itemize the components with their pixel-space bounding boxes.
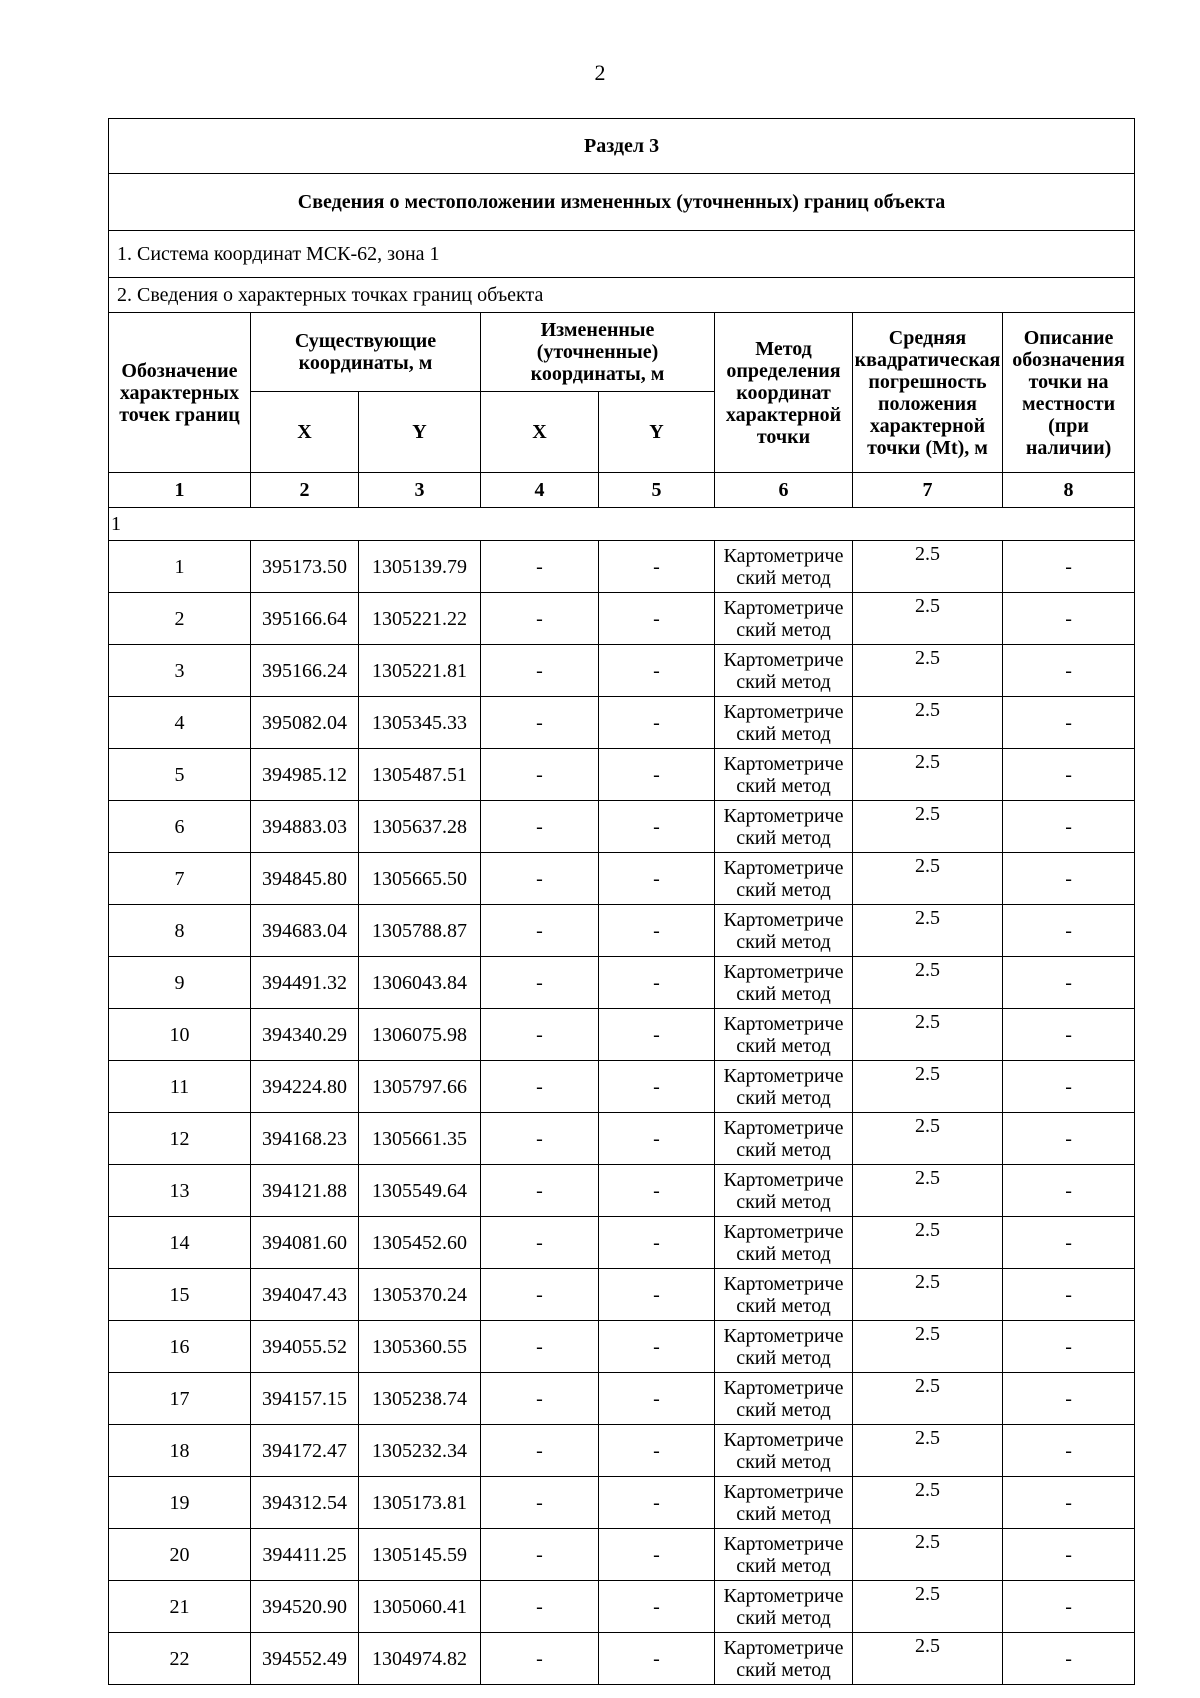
point-number: 16 [109, 1321, 251, 1373]
mean-error: 2.5 [853, 593, 1003, 645]
method-line-1: Картометриче [723, 648, 844, 671]
coord-x-changed: - [481, 541, 599, 593]
mean-error: 2.5 [853, 541, 1003, 593]
point-number: 2 [109, 593, 251, 645]
method-line-1: Картометриче [723, 1376, 844, 1399]
coord-x: 394121.88 [251, 1165, 359, 1217]
table-row [109, 1633, 1135, 1685]
point-number: 18 [109, 1425, 251, 1477]
coord-x: 395173.50 [251, 541, 359, 593]
point-description: - [1003, 541, 1135, 593]
coord-x-changed: - [481, 1581, 599, 1633]
coord-y-changed: - [599, 593, 715, 645]
coord-y-changed: - [599, 1477, 715, 1529]
method-line-2: ский метод [736, 722, 831, 745]
point-description: - [1003, 853, 1135, 905]
method-line-2: ский метод [736, 1190, 831, 1213]
coord-x: 395166.64 [251, 593, 359, 645]
method [715, 1165, 853, 1217]
table-row [109, 645, 1135, 697]
coord-x-changed: - [481, 1165, 599, 1217]
coord-y: 1305060.41 [359, 1581, 481, 1633]
method-line-2: ский метод [736, 1502, 831, 1525]
coord-x: 394883.03 [251, 801, 359, 853]
point-description: - [1003, 749, 1135, 801]
boundary-points-table [108, 118, 1135, 1685]
coord-x-changed: - [481, 1633, 599, 1685]
table-row [109, 1009, 1135, 1061]
point-number: 10 [109, 1009, 251, 1061]
coord-y: 1305665.50 [359, 853, 481, 905]
table-row [109, 697, 1135, 749]
method-line-1: Картометриче [723, 960, 844, 983]
coord-y-changed: - [599, 1269, 715, 1321]
point-number: 21 [109, 1581, 251, 1633]
method-line-2: ский метод [736, 618, 831, 641]
header-error: Средняя квадратическая погрешность положения характерной точки (Mt), м [853, 313, 1003, 473]
table-row [109, 1529, 1135, 1581]
point-description: - [1003, 801, 1135, 853]
column-numbers-row [109, 473, 1135, 508]
table-row [109, 1165, 1135, 1217]
method [715, 593, 853, 645]
method [715, 1217, 853, 1269]
point-description: - [1003, 593, 1135, 645]
coord-x: 394985.12 [251, 749, 359, 801]
table-row [109, 1113, 1135, 1165]
coord-y: 1305487.51 [359, 749, 481, 801]
method-line-1: Картометриче [723, 1324, 844, 1347]
table-row [109, 1269, 1135, 1321]
point-description: - [1003, 1373, 1135, 1425]
method-line-1: Картометриче [723, 1064, 844, 1087]
point-number: 1 [109, 541, 251, 593]
coord-y: 1305661.35 [359, 1113, 481, 1165]
header-description: Описание обозначения точки на местности (при наличии) [1003, 313, 1135, 473]
method [715, 645, 853, 697]
coord-x: 394411.25 [251, 1529, 359, 1581]
coord-y-changed: - [599, 1321, 715, 1373]
method-line-1: Картометриче [723, 544, 844, 567]
method [715, 541, 853, 593]
point-description: - [1003, 1165, 1135, 1217]
point-description: - [1003, 905, 1135, 957]
column-number: 3 [359, 473, 481, 508]
coord-y: 1305173.81 [359, 1477, 481, 1529]
header-y-changed: Y [599, 392, 715, 473]
point-number: 22 [109, 1633, 251, 1685]
page-number: 2 [594, 60, 606, 85]
method-line-1: Картометриче [723, 1584, 844, 1607]
point-number: 6 [109, 801, 251, 853]
method-line-1: Картометриче [723, 1168, 844, 1191]
column-number: 8 [1003, 473, 1135, 508]
coord-x-changed: - [481, 749, 599, 801]
method [715, 1269, 853, 1321]
point-number: 11 [109, 1061, 251, 1113]
coord-x-changed: - [481, 1321, 599, 1373]
point-description: - [1003, 957, 1135, 1009]
mean-error: 2.5 [853, 1529, 1003, 1581]
table-row [109, 593, 1135, 645]
coord-y-changed: - [599, 749, 715, 801]
method-line-1: Картометриче [723, 1532, 844, 1555]
point-number: 5 [109, 749, 251, 801]
point-number: 13 [109, 1165, 251, 1217]
coord-x: 394157.15 [251, 1373, 359, 1425]
mean-error: 2.5 [853, 1009, 1003, 1061]
method [715, 1477, 853, 1529]
method [715, 1581, 853, 1633]
method-line-2: ский метод [736, 1450, 831, 1473]
table-row [109, 749, 1135, 801]
coord-x: 394340.29 [251, 1009, 359, 1061]
method-line-1: Картометриче [723, 1272, 844, 1295]
column-number: 5 [599, 473, 715, 508]
method-line-1: Картометриче [723, 752, 844, 775]
mean-error: 2.5 [853, 1633, 1003, 1685]
method-line-2: ский метод [736, 878, 831, 901]
method [715, 853, 853, 905]
coord-x: 394047.43 [251, 1269, 359, 1321]
header-y: Y [359, 392, 481, 473]
method-line-2: ский метод [736, 930, 831, 953]
coord-y-changed: - [599, 1009, 715, 1061]
point-number: 4 [109, 697, 251, 749]
coord-y: 1306075.98 [359, 1009, 481, 1061]
table-row [109, 1321, 1135, 1373]
table-row [109, 1061, 1135, 1113]
point-description: - [1003, 1113, 1135, 1165]
coord-x: 394552.49 [251, 1633, 359, 1685]
coord-y-changed: - [599, 541, 715, 593]
mean-error: 2.5 [853, 1477, 1003, 1529]
coord-x-changed: - [481, 645, 599, 697]
mean-error: 2.5 [853, 1113, 1003, 1165]
point-number: 3 [109, 645, 251, 697]
point-description: - [1003, 1217, 1135, 1269]
coord-y: 1305452.60 [359, 1217, 481, 1269]
table-row [109, 1477, 1135, 1529]
table-row [109, 957, 1135, 1009]
method [715, 1009, 853, 1061]
method-line-2: ский метод [736, 1554, 831, 1577]
header-x-changed: X [481, 392, 599, 473]
coord-x-changed: - [481, 697, 599, 749]
point-description: - [1003, 1477, 1135, 1529]
mean-error: 2.5 [853, 1061, 1003, 1113]
coord-y: 1305145.59 [359, 1529, 481, 1581]
mean-error: 2.5 [853, 697, 1003, 749]
table-row [109, 853, 1135, 905]
point-number: 20 [109, 1529, 251, 1581]
coord-y: 1305345.33 [359, 697, 481, 749]
point-description: - [1003, 645, 1135, 697]
method-line-2: ский метод [736, 774, 831, 797]
coord-x-changed: - [481, 801, 599, 853]
method-line-1: Картометриче [723, 596, 844, 619]
coord-y-changed: - [599, 1425, 715, 1477]
method-line-2: ский метод [736, 670, 831, 693]
coord-x: 394520.90 [251, 1581, 359, 1633]
coord-x-changed: - [481, 1425, 599, 1477]
method [715, 1373, 853, 1425]
coord-x: 394081.60 [251, 1217, 359, 1269]
point-number: 9 [109, 957, 251, 1009]
coord-y-changed: - [599, 1217, 715, 1269]
column-number: 6 [715, 473, 853, 508]
method [715, 697, 853, 749]
coord-x-changed: - [481, 1217, 599, 1269]
coord-y-changed: - [599, 801, 715, 853]
mean-error: 2.5 [853, 801, 1003, 853]
coord-y: 1305549.64 [359, 1165, 481, 1217]
method-line-1: Картометриче [723, 1220, 844, 1243]
coord-y: 1305370.24 [359, 1269, 481, 1321]
coord-y: 1305797.66 [359, 1061, 481, 1113]
point-number: 8 [109, 905, 251, 957]
method-line-2: ский метод [736, 1242, 831, 1265]
coord-x-changed: - [481, 1009, 599, 1061]
coord-x: 394168.23 [251, 1113, 359, 1165]
coord-x-changed: - [481, 1477, 599, 1529]
method-line-1: Картометриче [723, 856, 844, 879]
method-line-1: Картометриче [723, 700, 844, 723]
coord-y: 1305221.22 [359, 593, 481, 645]
method-line-1: Картометриче [723, 1480, 844, 1503]
method-line-1: Картометриче [723, 908, 844, 931]
mean-error: 2.5 [853, 957, 1003, 1009]
method-line-1: Картометриче [723, 1636, 844, 1659]
coord-y-changed: - [599, 1061, 715, 1113]
table-row [109, 1217, 1135, 1269]
point-description: - [1003, 1269, 1135, 1321]
coord-y-changed: - [599, 1165, 715, 1217]
point-number: 15 [109, 1269, 251, 1321]
coord-y: 1306043.84 [359, 957, 481, 1009]
coord-y-changed: - [599, 905, 715, 957]
mean-error: 2.5 [853, 1581, 1003, 1633]
mean-error: 2.5 [853, 1269, 1003, 1321]
column-number: 2 [251, 473, 359, 508]
column-number: 7 [853, 473, 1003, 508]
method [715, 1321, 853, 1373]
header-changed-coords: Измененные (уточненные) координаты, м [481, 313, 715, 392]
section-title: Раздел 3 [109, 119, 1135, 174]
point-description: - [1003, 1321, 1135, 1373]
coord-x-changed: - [481, 905, 599, 957]
coord-y-changed: - [599, 853, 715, 905]
header-method: Метод определения координат характерной точки [715, 313, 853, 473]
point-number: 7 [109, 853, 251, 905]
column-number: 4 [481, 473, 599, 508]
document-title: Сведения о местоположении измененных (уточненных) границ объекта [109, 174, 1135, 231]
mean-error: 2.5 [853, 1217, 1003, 1269]
coord-x: 394224.80 [251, 1061, 359, 1113]
header-existing-coords: Существующие координаты, м [251, 313, 481, 392]
coord-y: 1305238.74 [359, 1373, 481, 1425]
points-info: 2. Сведения о характерных точках границ объекта [109, 278, 1135, 313]
coord-y: 1305139.79 [359, 541, 481, 593]
coord-y: 1305221.81 [359, 645, 481, 697]
method [715, 749, 853, 801]
coord-x-changed: - [481, 1113, 599, 1165]
coord-y: 1305788.87 [359, 905, 481, 957]
coord-y: 1305360.55 [359, 1321, 481, 1373]
coord-x-changed: - [481, 1269, 599, 1321]
coord-x: 394312.54 [251, 1477, 359, 1529]
method [715, 1061, 853, 1113]
method-line-1: Картометриче [723, 804, 844, 827]
method-line-1: Картометриче [723, 1428, 844, 1451]
column-number: 1 [109, 473, 251, 508]
method [715, 1113, 853, 1165]
coord-y-changed: - [599, 645, 715, 697]
coord-y: 1304974.82 [359, 1633, 481, 1685]
method [715, 801, 853, 853]
method-line-2: ский метод [736, 826, 831, 849]
coord-x-changed: - [481, 1373, 599, 1425]
mean-error: 2.5 [853, 853, 1003, 905]
method-line-2: ский метод [736, 1658, 831, 1681]
coord-x: 394055.52 [251, 1321, 359, 1373]
point-description: - [1003, 1529, 1135, 1581]
table-row [109, 1581, 1135, 1633]
table-row [109, 905, 1135, 957]
coord-y-changed: - [599, 1581, 715, 1633]
coord-x: 395166.24 [251, 645, 359, 697]
method-line-2: ский метод [736, 982, 831, 1005]
mean-error: 2.5 [853, 645, 1003, 697]
coord-x: 394845.80 [251, 853, 359, 905]
coord-x: 395082.04 [251, 697, 359, 749]
header-point-label: Обозначение характерных точек границ [109, 313, 251, 473]
method-line-2: ский метод [736, 1086, 831, 1109]
coord-y-changed: - [599, 1373, 715, 1425]
coord-y-changed: - [599, 957, 715, 1009]
method-line-2: ский метод [736, 1398, 831, 1421]
point-description: - [1003, 1633, 1135, 1685]
coord-y-changed: - [599, 697, 715, 749]
coord-y-changed: - [599, 1113, 715, 1165]
method-line-2: ский метод [736, 1606, 831, 1629]
point-number: 12 [109, 1113, 251, 1165]
coord-x-changed: - [481, 957, 599, 1009]
point-number: 14 [109, 1217, 251, 1269]
coord-x-changed: - [481, 853, 599, 905]
table-row [109, 541, 1135, 593]
point-number: 19 [109, 1477, 251, 1529]
coord-y-changed: - [599, 1633, 715, 1685]
mean-error: 2.5 [853, 905, 1003, 957]
mean-error: 2.5 [853, 1165, 1003, 1217]
point-description: - [1003, 1581, 1135, 1633]
mean-error: 2.5 [853, 749, 1003, 801]
method [715, 905, 853, 957]
method-line-2: ский метод [736, 566, 831, 589]
point-number: 17 [109, 1373, 251, 1425]
method-line-2: ский метод [736, 1034, 831, 1057]
method [715, 957, 853, 1009]
method-line-1: Картометриче [723, 1116, 844, 1139]
coordinate-system: 1. Система координат МСК-62, зона 1 [109, 231, 1135, 278]
point-description: - [1003, 1061, 1135, 1113]
point-description: - [1003, 1009, 1135, 1061]
table-row [109, 1373, 1135, 1425]
table-row [109, 801, 1135, 853]
method-line-2: ский метод [736, 1294, 831, 1317]
mean-error: 2.5 [853, 1321, 1003, 1373]
point-description: - [1003, 697, 1135, 749]
method [715, 1633, 853, 1685]
contour-group-label: 1 [109, 508, 1135, 541]
coord-y: 1305232.34 [359, 1425, 481, 1477]
coord-x-changed: - [481, 1061, 599, 1113]
table-row [109, 1425, 1135, 1477]
coord-x: 394683.04 [251, 905, 359, 957]
method [715, 1425, 853, 1477]
method-line-2: ский метод [736, 1138, 831, 1161]
method-line-1: Картометриче [723, 1012, 844, 1035]
coord-x: 394491.32 [251, 957, 359, 1009]
point-description: - [1003, 1425, 1135, 1477]
coord-y: 1305637.28 [359, 801, 481, 853]
mean-error: 2.5 [853, 1373, 1003, 1425]
coord-x-changed: - [481, 1529, 599, 1581]
method [715, 1529, 853, 1581]
mean-error: 2.5 [853, 1425, 1003, 1477]
header-x: X [251, 392, 359, 473]
coord-x-changed: - [481, 593, 599, 645]
method-line-2: ский метод [736, 1346, 831, 1369]
coord-x: 394172.47 [251, 1425, 359, 1477]
coord-y-changed: - [599, 1529, 715, 1581]
